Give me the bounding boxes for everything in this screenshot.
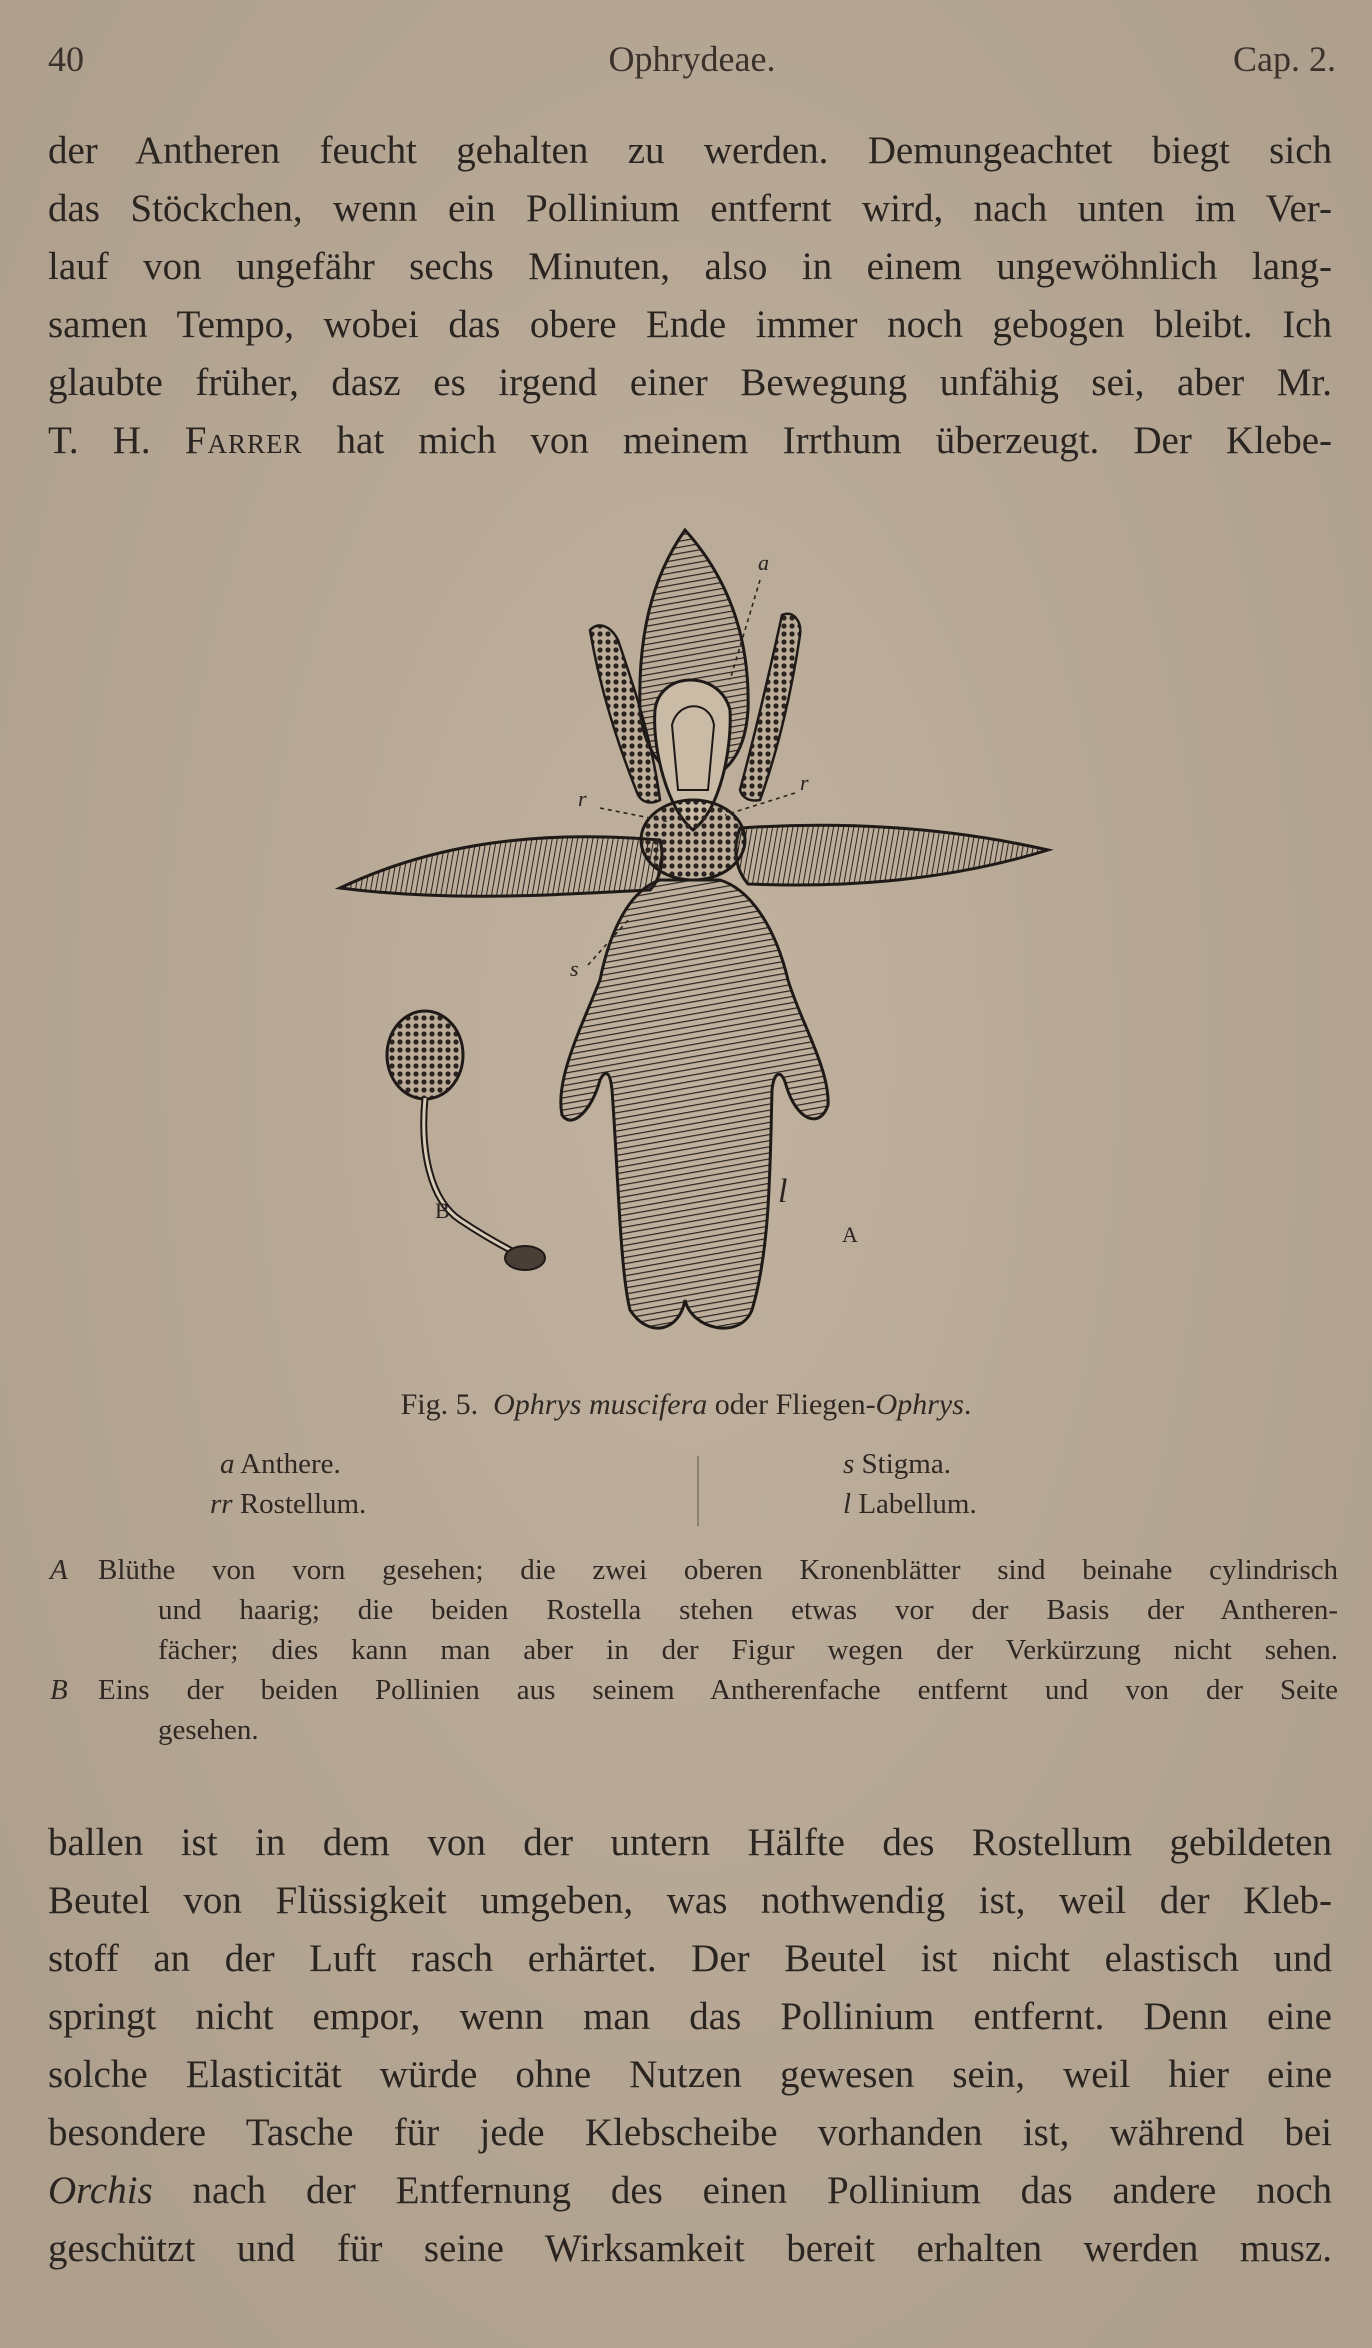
caption-genus: Ophrys [875, 1388, 964, 1421]
text-line: samen Tempo, wobei das obere Ende immer noch gebogen bleibt. Ich [48, 303, 1332, 346]
text-line [48, 412, 1332, 470]
caption-middle: oder Fliegen- [714, 1388, 876, 1421]
legend-value: Stigma. [861, 1448, 951, 1480]
text-line [48, 2162, 1332, 2220]
left-sepal [340, 837, 662, 897]
legend-divider [697, 1456, 699, 1526]
labellum [561, 880, 828, 1328]
caption-species: Ophrys muscifera [493, 1388, 708, 1421]
note-line: gesehen. [158, 1714, 259, 1746]
note-line: fächer; dies kann man aber in der Figur wegen der Verkürzung nicht sehen. [158, 1634, 1338, 1666]
legend-value: Labellum. [858, 1488, 977, 1520]
running-title: Ophrydeae. [608, 39, 776, 79]
text-line: stoff an der Luft rasch erhärtet. Der Beutel ist nicht elastisch und [48, 1937, 1332, 1980]
text-line: glaubte früher, dasz es irgend einer Bewegung unfähig sei, aber Mr. [48, 361, 1332, 404]
label-s: s [570, 956, 579, 981]
note-mark: B [50, 1674, 68, 1706]
text-line: ballen ist in dem von der untern Hälfte des Rostellum gebildeten [48, 1821, 1332, 1864]
orchid-illustration [300, 510, 1080, 1350]
page-header [48, 38, 1336, 88]
paragraph-bottom [48, 1814, 1332, 2278]
legend-item [843, 1448, 951, 1488]
text-line: springt nicht empor, wenn man das Pollinium entfernt. Denn eine [48, 1995, 1332, 2038]
figure-caption [0, 1388, 1372, 1422]
note-line: und haarig; die beiden Rostella stehen etwas vor der Basis der Antheren- [158, 1594, 1338, 1626]
text-fragment: T. H. [48, 419, 151, 462]
legend-key: a [220, 1448, 235, 1480]
pollinium-caudicle [424, 1098, 520, 1255]
text-line: Beutel von Flüssigkeit umgeben, was nothwendig ist, weil der Kleb- [48, 1879, 1332, 1922]
caption-prefix: Fig. 5. [400, 1388, 479, 1421]
text-line: geschützt und für seine Wirksamkeit bereit erhalten werden musz. [48, 2227, 1332, 2270]
legend-item [220, 1448, 341, 1488]
figure-notes [48, 1550, 1338, 1750]
label-l: l [778, 1173, 788, 1210]
text-line: der Antheren feucht gehalten zu werden. Demungeachtet biegt sich [48, 129, 1332, 172]
legend-key: s [843, 1448, 855, 1480]
note-line: Eins der beiden Pollinien aus seinem Antherenfache entfernt und von der Seite [98, 1674, 1338, 1706]
author-name: Farrer [184, 419, 303, 462]
text-line: das Stöckchen, wenn ein Pollinium entfernt wird, nach unten im Ver- [48, 187, 1332, 230]
note-mark: A [50, 1554, 68, 1586]
legend-key: l [843, 1488, 852, 1520]
label-B: B [435, 1198, 450, 1223]
page-number: 40 [48, 39, 84, 79]
genus-name: Orchis [48, 2169, 153, 2212]
text-fragment: hat mich von meinem Irrthum überzeugt. Der Klebe- [336, 419, 1333, 462]
legend-value: Rostellum. [239, 1488, 367, 1520]
label-A: A [842, 1222, 858, 1247]
legend-item [210, 1488, 366, 1528]
text-fragment: nach der Entfernung des einen Pollinium das andere noch [192, 2169, 1333, 2212]
stigma [641, 800, 745, 880]
note-A [48, 1550, 1338, 1670]
caption-end: . [963, 1388, 972, 1421]
label-r-left: r [578, 786, 587, 811]
note-B [48, 1670, 1338, 1750]
pollinium-head [387, 1011, 463, 1099]
pollinium-disc [505, 1246, 545, 1270]
paragraph-top [48, 122, 1332, 470]
label-r-right: r [800, 770, 809, 795]
text-line: besondere Tasche für jede Klebscheibe vorhanden ist, während bei [48, 2111, 1332, 2154]
text-line: solche Elasticität würde ohne Nutzen gewesen sein, weil hier eine [48, 2053, 1332, 2096]
text-line: lauf von ungefähr sechs Minuten, also in einem ungewöhnlich lang- [48, 245, 1332, 288]
legend-value: Anthere. [240, 1448, 341, 1480]
right-sepal [736, 825, 1048, 885]
label-a: a [758, 550, 769, 575]
chapter-label: Cap. 2. [1233, 39, 1336, 79]
note-line: Blüthe von vorn gesehen; die zwei oberen Kronenblätter sind beinahe cylindrisch [98, 1554, 1338, 1586]
legend-item [843, 1488, 977, 1528]
legend-key: rr [210, 1488, 233, 1520]
